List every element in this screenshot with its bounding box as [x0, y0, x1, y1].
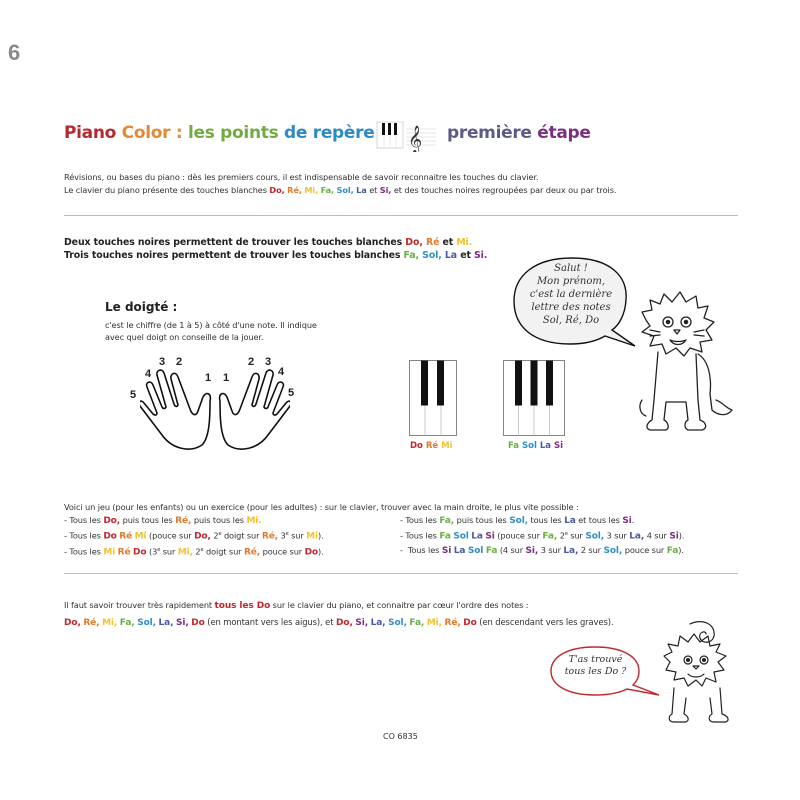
note: Si, — [525, 545, 539, 556]
game-text: et tous les — [575, 515, 623, 525]
title-subtitle — [447, 123, 591, 143]
note-si: Si, — [379, 185, 392, 195]
title-colon: : — [175, 123, 183, 143]
keyboard-three-labels — [508, 441, 563, 451]
note: Mi, — [177, 547, 193, 558]
game-text: sur — [288, 530, 307, 541]
game-text: 3 sur — [538, 544, 564, 555]
finger-number: 5 — [288, 387, 295, 399]
note: Si, — [355, 618, 369, 628]
note: Fa — [485, 545, 498, 556]
rule-three-black-keys — [64, 249, 487, 262]
game-line — [64, 528, 324, 544]
note: La — [453, 545, 466, 556]
finger-number: 2 — [176, 356, 183, 368]
game-text: sur — [160, 546, 178, 557]
finger-number: 2 — [248, 356, 255, 368]
game-text: (pouce sur — [494, 530, 543, 541]
game-text: 2 — [210, 530, 219, 541]
game-intro: Voici un jeu (pour les enfants) ou un exercice (pour les adultes) : sur le clavier, trouver avec la main droite, le plus vite possible : — [64, 502, 579, 512]
note-si: Si. — [474, 250, 488, 261]
note: Sol, — [509, 516, 529, 526]
title-color: Color — [121, 123, 171, 143]
order-line-1 — [64, 599, 528, 613]
keyboard-three-black-keys — [503, 360, 565, 436]
note-re: Ré — [425, 441, 439, 451]
game-text: sur — [567, 530, 586, 541]
finger-number: 4 — [278, 366, 285, 378]
title-etape: étape — [537, 123, 591, 143]
title-les-points: les points — [187, 123, 279, 143]
game-text: puis tous les — [191, 515, 247, 525]
order-text: (en descendant vers les graves). — [476, 617, 614, 627]
note: Fa — [439, 531, 451, 542]
note: Ré, — [83, 618, 100, 628]
note-sol: Sol, — [422, 250, 442, 261]
lion-speech-text — [516, 262, 626, 327]
note: Fa — [666, 545, 679, 556]
note: Ré — [119, 531, 133, 542]
game-line — [64, 544, 324, 560]
game-text: ). — [678, 544, 684, 555]
note: Ré — [117, 547, 131, 558]
game-text: - Tous les — [400, 515, 440, 525]
ordinal-suffix: e — [157, 546, 161, 553]
lion-illustration-2 — [660, 618, 740, 728]
doigte-line-2: avec quel doigt on conseille de la jouer. — [105, 332, 264, 342]
doigte-line-1: c'est le chiffre (de 1 à 5) à côté d'une note. Il indique — [105, 320, 317, 330]
game-text: - Tous les — [64, 546, 104, 557]
game-text: (4 sur — [497, 544, 526, 555]
tous-les-do: tous les Do — [214, 601, 271, 611]
game-text: - Tous les — [400, 530, 440, 541]
note-sol: Sol, — [336, 185, 354, 195]
lion-illustration — [636, 290, 766, 440]
note-do: Do, — [405, 237, 423, 248]
order-line-2 — [64, 616, 613, 630]
note: Do — [191, 618, 205, 628]
note: Si — [485, 531, 495, 542]
game-line — [64, 514, 324, 528]
finger-number: 1 — [205, 372, 212, 384]
note: Mi — [306, 531, 319, 542]
note: Do — [133, 547, 147, 558]
note-la: La — [444, 250, 458, 261]
game-text: 2 — [557, 530, 565, 541]
note: Fa, — [542, 531, 558, 542]
note: Si — [622, 516, 632, 526]
game-text: 2 — [192, 546, 201, 557]
note: Do, — [335, 618, 353, 628]
note-fa: Fa, — [320, 185, 335, 195]
game-text: ). — [318, 546, 324, 557]
note: Do, — [64, 618, 81, 628]
game-text: pouce sur — [260, 546, 305, 557]
note: La, — [158, 618, 174, 628]
game-line — [400, 528, 684, 544]
note: Sol, — [137, 618, 156, 628]
divider — [64, 573, 738, 574]
rule-text: Trois touches noires permettent de trouver les touches blanches — [64, 250, 404, 261]
game-text: puis tous les — [120, 515, 176, 525]
keyboard-two-labels — [410, 441, 453, 451]
note: Mi — [103, 547, 116, 558]
order-text: (en montant vers les aigus), et — [204, 617, 336, 627]
note: Fa, — [439, 516, 455, 526]
keyboard-two-black-keys — [409, 360, 457, 436]
divider — [64, 215, 738, 216]
intro-line-2 — [64, 184, 616, 197]
note-si: Si — [553, 441, 564, 451]
finger-number: 3 — [265, 356, 272, 368]
order-prefix: Il faut savoir trouver très rapidement — [64, 600, 215, 610]
finger-number: 5 — [130, 389, 137, 401]
note: Mi, — [426, 618, 442, 628]
note-fa: Fa, — [403, 250, 419, 261]
note-do: Do, — [269, 185, 285, 195]
game-right-column — [400, 514, 684, 558]
finger-number: 1 — [223, 372, 230, 384]
note: Fa, — [409, 618, 425, 628]
ordinal-suffix: e — [200, 546, 204, 553]
note: Sol — [467, 545, 484, 556]
order-suffix: sur le clavier du piano, et connaitre par cœur l'ordre des notes : — [270, 600, 529, 610]
note: Do — [304, 547, 319, 558]
left-hand — [140, 370, 210, 449]
intro-line-1: Révisions, ou bases du piano : dès les premiers cours, il est indispensable de savoir reconnaitre les touches du clavier. — [64, 172, 539, 182]
finger-number: 3 — [159, 356, 166, 368]
game-text: - Tous les — [64, 515, 104, 525]
note: Ré, — [444, 618, 461, 628]
note-do: Do — [410, 441, 423, 451]
note: Sol, — [603, 545, 623, 556]
rule-et: et — [442, 237, 454, 248]
note: Mi, — [102, 618, 118, 628]
note: Fa, — [119, 618, 135, 628]
game-text: 3 sur — [604, 530, 630, 541]
footer-code: CO 6835 — [383, 732, 418, 741]
game-text: - Tous les — [64, 530, 104, 541]
note: La — [564, 516, 576, 526]
note: La — [471, 531, 483, 542]
title-premiere: première — [447, 123, 532, 143]
note-sol: Sol — [522, 441, 537, 451]
note: Si — [669, 531, 679, 542]
speech-line: Sol, Ré, Do — [542, 315, 600, 326]
note-la: La — [539, 441, 552, 451]
page-title — [64, 123, 374, 143]
note: Do — [463, 618, 477, 628]
rule-et: et — [460, 250, 471, 261]
note-la: La — [356, 185, 367, 195]
game-left-column — [64, 514, 324, 559]
note: Mi — [134, 531, 147, 542]
title-de-repere: de repère — [284, 123, 375, 143]
game-line — [400, 544, 684, 558]
game-text: 4 sur — [644, 530, 670, 541]
lion2-speech-text — [553, 654, 638, 678]
game-text: 3 — [278, 530, 286, 541]
game-text: (3 — [146, 546, 158, 557]
speech-line: Mon prénom, — [536, 276, 606, 287]
ordinal-suffix: e — [285, 531, 289, 537]
game-text: doigt sur — [203, 546, 244, 557]
note: La, — [629, 531, 645, 542]
note-fa: Fa — [508, 441, 520, 451]
game-text: puis tous les — [454, 515, 510, 525]
note: Si — [441, 545, 452, 556]
speech-line: T'as trouvé — [568, 654, 623, 665]
right-hand — [220, 370, 290, 449]
rule-two-black-keys — [64, 236, 472, 249]
game-text: tous les — [528, 515, 565, 525]
speech-line: lettre des notes — [531, 302, 611, 313]
intro-et: et — [369, 185, 378, 195]
rule-text: Deux touches noires permettent de trouver les touches blanches — [64, 237, 406, 248]
doigte-title: Le doigté : — [105, 300, 178, 314]
note: Do, — [194, 531, 211, 542]
note-mi: Mi — [441, 441, 453, 451]
title-piano: Piano — [64, 123, 117, 143]
game-text: ). — [678, 530, 685, 541]
note: Sol, — [585, 531, 605, 542]
speech-line: c'est la dernière — [529, 289, 613, 300]
intro-suffix: et des touches noires regroupées par deux ou par trois. — [391, 185, 617, 195]
finger-number: 4 — [145, 368, 152, 380]
note: Do — [103, 531, 117, 542]
note-re: Ré — [425, 237, 440, 248]
speech-line: Salut ! — [554, 263, 588, 274]
game-text: ). — [318, 530, 324, 541]
note-re: Ré, — [287, 185, 302, 195]
note: La, — [563, 545, 579, 556]
game-text: . — [631, 515, 635, 525]
hands-illustration — [140, 365, 290, 455]
svg-text:𝄞: 𝄞 — [408, 125, 423, 152]
game-text: 2 sur — [578, 544, 604, 555]
note: La, — [370, 618, 386, 628]
game-text: doigt sur — [221, 530, 262, 541]
note: Ré, — [175, 516, 192, 526]
note: Do, — [103, 516, 121, 526]
ordinal-suffix: e — [218, 531, 222, 537]
note: Ré, — [243, 547, 261, 558]
game-text: (pouce sur — [146, 530, 195, 541]
note-mi: Mi, — [304, 185, 319, 195]
game-line — [400, 514, 684, 528]
note: Si, — [176, 618, 189, 628]
game-text: - Tous les — [400, 544, 442, 555]
intro-prefix: Le clavier du piano présente des touches blanches — [64, 185, 270, 195]
ordinal-suffix: e — [564, 531, 568, 537]
piano-treble-clef-icon — [376, 120, 438, 152]
note: Sol, — [388, 618, 407, 628]
note: Ré, — [261, 531, 279, 542]
note: Mi. — [246, 516, 262, 526]
note: Sol — [453, 531, 469, 542]
note-mi: Mi. — [456, 237, 473, 248]
game-text: pouce sur — [622, 544, 667, 555]
page-number: 6 — [8, 40, 21, 65]
speech-line: tous les Do ? — [564, 666, 627, 677]
